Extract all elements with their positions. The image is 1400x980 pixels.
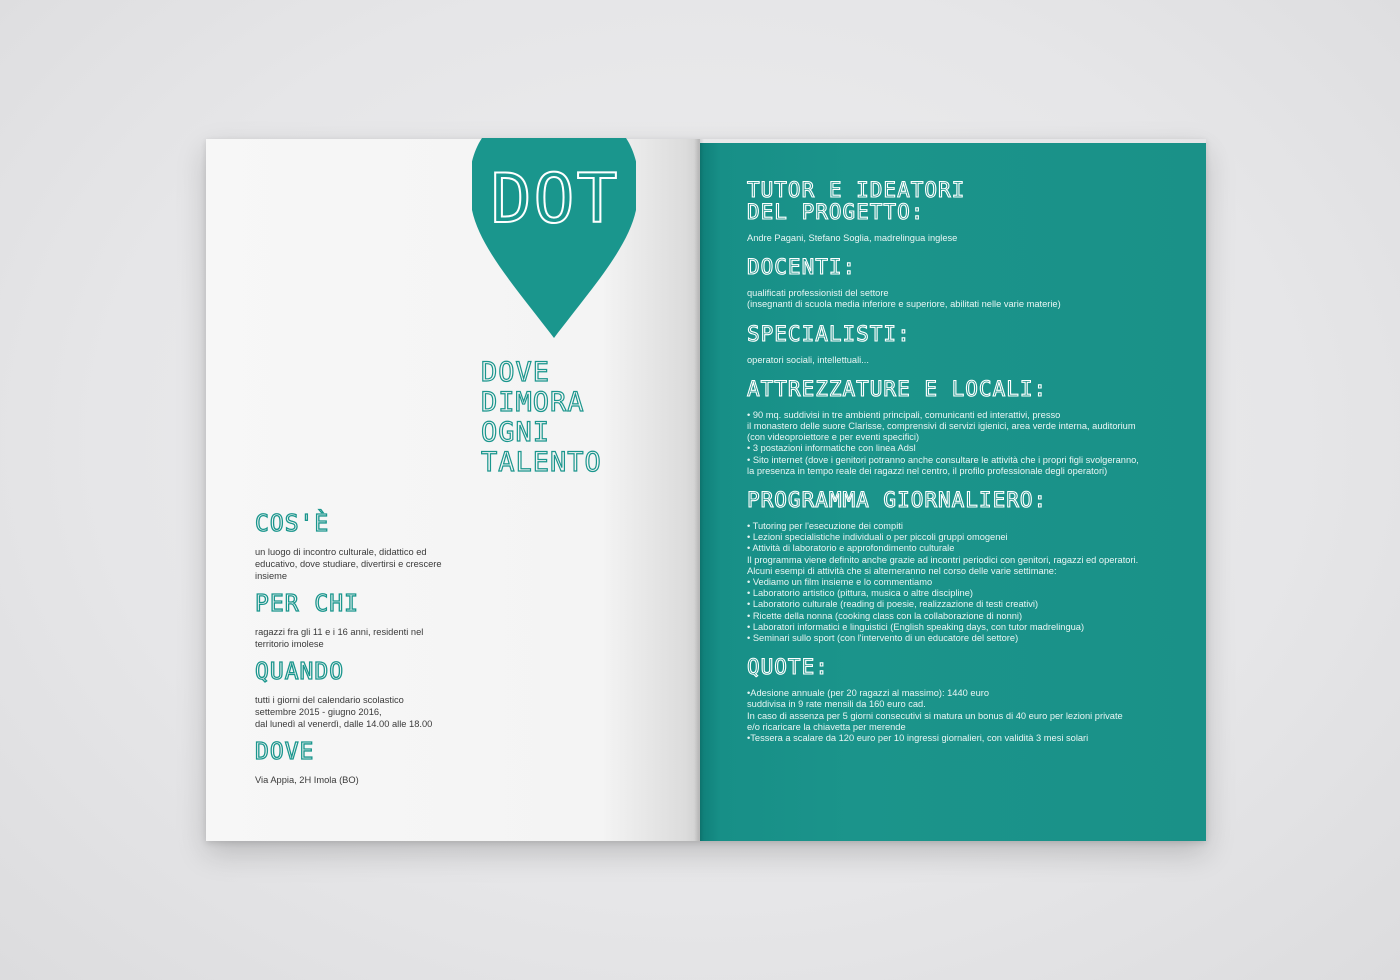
- body-line: qualificati professionisti del settore: [747, 288, 889, 299]
- body-line: un luogo di incontro culturale, didattico ed: [255, 547, 427, 557]
- section-title: QUANDO: [255, 659, 345, 685]
- body-line: Via Appia, 2H Imola (BO): [255, 775, 359, 785]
- body-line: (con videoproiettore e per eventi specifici): [747, 432, 920, 443]
- tagline-line: OGNI: [481, 417, 551, 448]
- body-line: insieme: [255, 571, 288, 581]
- body-line: In caso di assenza per 5 giorni consecutivi si matura un bonus di 40 euro per lezioni private: [747, 710, 1123, 721]
- section-dove: [255, 738, 470, 786]
- body-line: • Sito internet (dove i genitori potranno anche consultare le attività che i propri figli svolgeranno,: [747, 454, 1139, 465]
- section-body: [255, 626, 470, 650]
- section-body: [255, 694, 470, 730]
- tagline-line: DIMORA: [481, 387, 585, 418]
- section-body: [255, 774, 470, 786]
- body-line: settembre 2015 - giugno 2016,: [255, 707, 382, 717]
- left-sections: [255, 510, 470, 794]
- section-body: [747, 288, 1167, 310]
- body-line: e/o ricaricare la chiavetta per merende: [747, 721, 906, 732]
- section-tutor: [747, 179, 1167, 244]
- section-title: DOVE: [255, 739, 315, 765]
- title-line: DEL PROGETTO:: [747, 200, 925, 224]
- body-line: • 90 mq. suddivisi in tre ambienti principali, comunicanti ed interattivi, presso: [747, 409, 1061, 420]
- body-line: • Laboratori informatici e linguistici (English speaking days, con tutor madrelingua): [747, 621, 1085, 632]
- body-line: • Seminari sullo sport (con l'intervento di un educatore del settore): [747, 633, 1019, 644]
- body-line: • Lezioni specialistiche individuali o per piccoli gruppi omogenei: [747, 532, 1008, 543]
- section-title: ATTREZZATURE E LOCALI:: [747, 376, 1048, 401]
- section-body: [747, 410, 1167, 477]
- section-title: SPECIALISTI:: [747, 321, 911, 346]
- body-line: Alcuni esempi di attività che si alterneranno nel corso delle varie settimane:: [747, 565, 1057, 576]
- body-line: dal lunedì al venerdì, dalle 14.00 alle 18.00: [255, 719, 433, 729]
- body-line: il monastero delle suore Clarisse, comprensivi di servizi igienici, area verde interna, auditorium: [747, 421, 1136, 432]
- body-line: • Laboratorio culturale (reading di poesie, realizzazione di testi creativi): [747, 599, 1039, 610]
- section-quando: [255, 658, 470, 730]
- section-body: [747, 233, 1167, 244]
- body-line: • Laboratorio artistico (pittura, musica o altre discipline): [747, 588, 973, 599]
- section-body: [747, 521, 1167, 644]
- section-body: [255, 546, 470, 582]
- body-line: operatori sociali, intellettuali...: [747, 354, 869, 365]
- section-title: [747, 179, 1167, 223]
- section-title: PROGRAMMA GIORNALIERO:: [747, 488, 1048, 513]
- body-line: tutti i giorni del calendario scolastico: [255, 695, 404, 705]
- logo-text: DOT: [490, 160, 620, 239]
- section-title: PER CHI: [255, 591, 359, 617]
- body-line: • Attività di laboratorio e approfondimento culturale: [747, 543, 955, 554]
- body-line: educativo, dove studiare, divertirsi e crescere: [255, 559, 442, 569]
- spine-fold: [694, 139, 704, 841]
- section-body: [747, 688, 1167, 744]
- section-programma: [747, 489, 1167, 644]
- section-per-chi: [255, 590, 470, 650]
- tagline-line: TALENTO: [481, 447, 602, 478]
- section-attrezzature: [747, 378, 1167, 477]
- section-cose: [255, 510, 470, 582]
- tagline: [481, 358, 602, 478]
- body-line: • Tutoring per l'esecuzione dei compiti: [747, 521, 903, 532]
- right-sections: [747, 179, 1167, 756]
- section-title: COS'È: [255, 511, 330, 537]
- section-title: QUOTE:: [747, 655, 829, 680]
- section-quote: [747, 656, 1167, 744]
- section-body: [747, 355, 1167, 366]
- body-line: la presenza in tempo reale dei ragazzi nel centro, il profilo professionale degli operatori): [747, 465, 1108, 476]
- body-line: Andre Pagani, Stefano Soglia, madrelingua inglese: [747, 233, 958, 243]
- body-line: •Tessera a scalare da 120 euro per 10 ingressi giornalieri, con validità 3 mesi solari: [747, 733, 1089, 744]
- body-line: territorio imolese: [255, 639, 324, 649]
- body-line: Il programma viene definito anche grazie ad incontri periodici con genitori, ragazzi ed operatori.: [747, 554, 1139, 565]
- body-line: •Adesione annuale (per 20 ragazzi al massimo): 1440 euro: [747, 688, 990, 699]
- section-title: DOCENTI:: [747, 255, 857, 280]
- section-specialisti: [747, 323, 1167, 366]
- section-docenti: [747, 256, 1167, 310]
- body-line: • Vediamo un film insieme e lo commentiamo: [747, 577, 933, 588]
- body-line: suddivisa in 9 rate mensili da 160 euro cad.: [747, 699, 926, 710]
- tagline-line: DOVE: [481, 357, 551, 388]
- body-line: • Ricette della nonna (cooking class con la collaborazione di nonni): [747, 610, 1023, 621]
- title-line: TUTOR E IDEATORI: [747, 178, 966, 202]
- body-line: ragazzi fra gli 11 e i 16 anni, residenti nel: [255, 627, 424, 637]
- body-line: • 3 postazioni informatiche con linea Adsl: [747, 443, 916, 454]
- body-line: (insegnanti di scuola media inferiore e superiore, abilitati nelle varie materie): [747, 299, 1061, 310]
